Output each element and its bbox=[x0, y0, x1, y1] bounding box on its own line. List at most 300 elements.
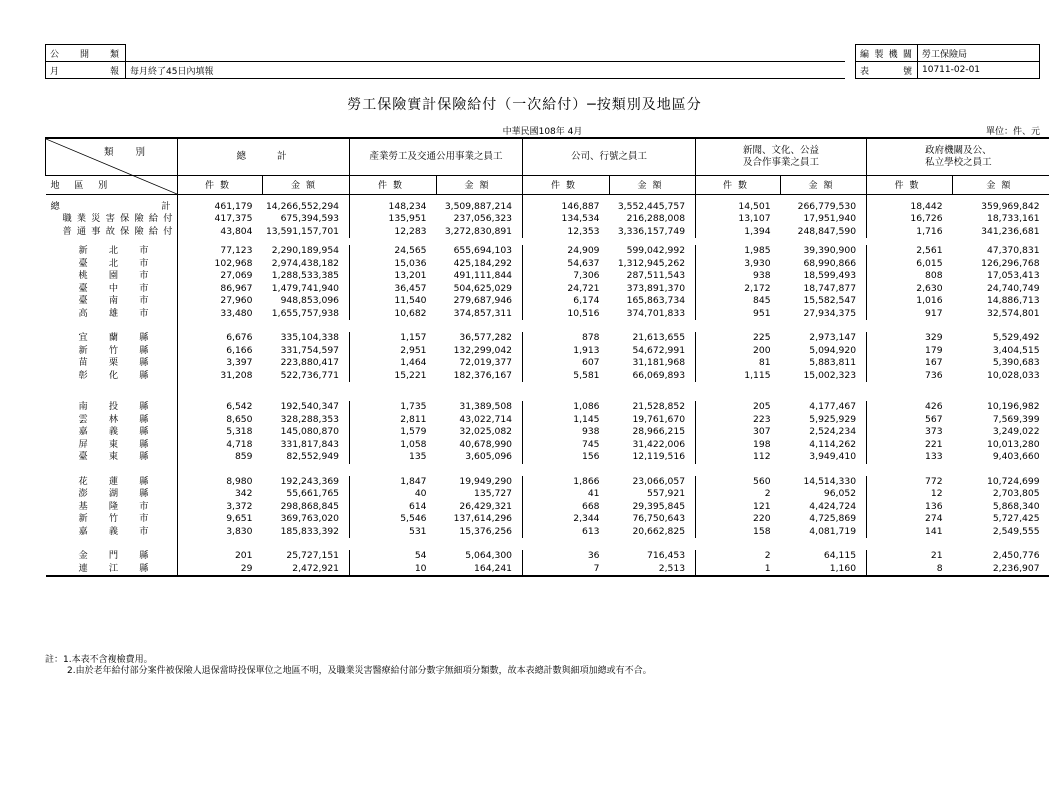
amount-cell: 25,727,151 bbox=[286, 550, 340, 561]
amount-cell: 31,389,508 bbox=[459, 401, 513, 412]
amount-cell: 7,569,399 bbox=[992, 413, 1040, 425]
region-label: 基隆市 bbox=[78, 500, 149, 512]
amount-cell: 21,613,655 bbox=[632, 332, 686, 343]
amount-cell: 2,973,147 bbox=[809, 332, 857, 343]
count-cell: 3,930 bbox=[696, 258, 781, 271]
table-row bbox=[46, 439, 1049, 452]
sub-header-count: 件數 bbox=[867, 175, 953, 194]
count-cell: 461,179 bbox=[214, 200, 253, 212]
count-cell: 1,394 bbox=[696, 226, 781, 239]
count-cell: 12 bbox=[867, 488, 953, 501]
amount-cell: 13,591,157,701 bbox=[265, 225, 340, 237]
amount-cell: 82,552,949 bbox=[286, 451, 340, 462]
count-cell: 225 bbox=[696, 332, 781, 345]
amount-cell: 5,094,920 bbox=[809, 344, 857, 356]
table-row bbox=[46, 226, 1049, 239]
region-label: 彰化縣 bbox=[78, 369, 149, 381]
amount-cell: 5,925,929 bbox=[809, 413, 857, 425]
amount-cell: 504,625,029 bbox=[453, 282, 513, 294]
count-cell: 141 bbox=[867, 526, 953, 539]
form-number-label: 表號 bbox=[856, 62, 918, 79]
count-cell: 200 bbox=[696, 345, 781, 358]
region-label: 高雄市 bbox=[78, 307, 149, 319]
count-cell: 607 bbox=[523, 357, 610, 370]
amount-cell: 36,577,282 bbox=[459, 332, 513, 343]
amount-cell: 55,661,765 bbox=[286, 488, 340, 499]
amount-cell: 15,582,547 bbox=[803, 295, 857, 306]
count-cell: 36 bbox=[523, 550, 610, 563]
count-cell: 54 bbox=[350, 550, 437, 563]
amount-cell: 328,288,353 bbox=[280, 413, 340, 425]
count-cell: 179 bbox=[867, 345, 953, 358]
agency-label: 編製機關 bbox=[856, 45, 918, 62]
count-cell: 27,960 bbox=[220, 295, 253, 306]
spacer-row bbox=[46, 394, 1049, 401]
amount-cell: 3,249,022 bbox=[992, 426, 1040, 437]
amount-cell: 96,052 bbox=[823, 488, 857, 499]
spacer-row bbox=[46, 382, 1049, 394]
sub-header-row bbox=[46, 175, 1049, 194]
amount-cell: 5,064,300 bbox=[465, 550, 513, 561]
count-cell: 274 bbox=[867, 513, 953, 526]
count-cell: 5,318 bbox=[226, 426, 253, 437]
amount-cell: 522,736,771 bbox=[280, 369, 340, 381]
amount-cell: 2,549,555 bbox=[992, 525, 1040, 537]
region-label-cell bbox=[46, 488, 178, 501]
count-cell: 24,565 bbox=[350, 245, 437, 258]
region-label-cell bbox=[46, 295, 178, 308]
amount-cell: 10,724,699 bbox=[986, 475, 1040, 487]
amount-cell: 5,529,492 bbox=[992, 332, 1040, 343]
sub-header-count: 件數 bbox=[696, 175, 781, 194]
count-cell: 8,980 bbox=[226, 475, 253, 487]
count-cell: 29 bbox=[178, 563, 263, 577]
count-cell: 41 bbox=[523, 488, 610, 501]
table-row bbox=[46, 345, 1049, 358]
count-cell: 2,630 bbox=[867, 283, 953, 296]
region-label: 嘉義縣 bbox=[78, 426, 149, 437]
region-label-cell bbox=[46, 414, 178, 427]
count-cell: 13,107 bbox=[696, 213, 781, 226]
spacer-row bbox=[46, 464, 1049, 476]
group-header-company: 公司、行號之員工 bbox=[523, 138, 696, 175]
count-cell: 1,145 bbox=[523, 414, 610, 427]
amount-cell: 3,336,157,749 bbox=[617, 225, 686, 237]
table-row bbox=[46, 258, 1049, 271]
amount-cell: 675,394,593 bbox=[280, 213, 340, 224]
amount-cell: 15,376,256 bbox=[459, 525, 513, 537]
count-cell: 4,718 bbox=[226, 438, 253, 450]
region-label-cell bbox=[46, 563, 178, 577]
amount-cell: 24,740,749 bbox=[986, 282, 1040, 294]
count-cell: 3,830 bbox=[226, 525, 253, 537]
table-row bbox=[46, 270, 1049, 283]
sub-header-amount: 金額 bbox=[781, 175, 867, 194]
public-class-label: 公開類 bbox=[46, 45, 126, 62]
region-label: 連江縣 bbox=[78, 562, 149, 574]
amount-cell: 374,701,833 bbox=[626, 307, 686, 319]
region-label: 澎湖縣 bbox=[78, 488, 149, 499]
count-cell: 938 bbox=[523, 426, 610, 439]
amount-cell: 248,847,590 bbox=[797, 225, 857, 237]
count-cell: 136 bbox=[867, 501, 953, 514]
sub-header-count: 件數 bbox=[178, 175, 263, 194]
region-label: 職業災害保險給付 bbox=[62, 213, 173, 224]
region-label-cell bbox=[46, 226, 178, 239]
amount-cell: 39,390,900 bbox=[803, 245, 857, 256]
amount-cell: 335,104,338 bbox=[280, 332, 340, 343]
amount-cell: 26,429,321 bbox=[459, 500, 513, 512]
amount-cell: 2,524,234 bbox=[809, 426, 857, 437]
count-cell: 6,676 bbox=[226, 332, 253, 343]
count-cell: 1,716 bbox=[867, 226, 953, 239]
count-cell: 24,721 bbox=[523, 283, 610, 296]
table-row bbox=[46, 550, 1049, 563]
amount-cell: 27,934,375 bbox=[803, 307, 857, 319]
sub-header-amount: 金額 bbox=[263, 175, 350, 194]
amount-cell: 3,272,830,891 bbox=[444, 225, 513, 237]
count-cell: 531 bbox=[350, 526, 437, 539]
count-cell: 31,208 bbox=[220, 369, 253, 381]
count-cell: 148,234 bbox=[350, 194, 437, 213]
count-cell: 2,172 bbox=[696, 283, 781, 296]
amount-cell: 47,370,831 bbox=[986, 245, 1040, 256]
amount-cell: 2,236,907 bbox=[953, 563, 1049, 577]
table-row bbox=[46, 357, 1049, 370]
count-cell: 133 bbox=[867, 451, 953, 464]
amount-cell: 279,687,946 bbox=[453, 295, 513, 306]
amount-cell: 14,886,713 bbox=[986, 295, 1040, 306]
amount-cell: 28,966,215 bbox=[632, 426, 686, 437]
count-cell: 54,637 bbox=[523, 258, 610, 271]
table-row bbox=[46, 332, 1049, 345]
count-cell: 938 bbox=[696, 270, 781, 283]
corner-category-label: 類別 bbox=[103, 147, 167, 158]
table-row bbox=[46, 295, 1049, 308]
amount-cell: 331,754,597 bbox=[280, 344, 340, 356]
amount-cell: 298,868,845 bbox=[280, 500, 340, 512]
count-cell: 43,804 bbox=[220, 225, 253, 237]
amount-cell: 3,404,515 bbox=[992, 344, 1040, 356]
region-label-cell bbox=[46, 357, 178, 370]
amount-cell: 373,891,370 bbox=[626, 282, 686, 294]
count-cell: 156 bbox=[523, 451, 610, 464]
region-label: 雲林縣 bbox=[78, 413, 149, 425]
count-cell: 2 bbox=[696, 550, 781, 563]
region-label: 桃園市 bbox=[78, 270, 149, 281]
amount-cell: 10,028,033 bbox=[986, 369, 1040, 381]
count-cell: 1,016 bbox=[867, 295, 953, 308]
region-label: 新北市 bbox=[78, 245, 149, 256]
count-cell: 15,036 bbox=[350, 258, 437, 271]
count-cell: 36,457 bbox=[350, 283, 437, 296]
region-label-cell bbox=[46, 194, 178, 213]
region-label: 新竹縣 bbox=[78, 344, 149, 356]
count-cell: 16,726 bbox=[867, 213, 953, 226]
region-label: 屏東縣 bbox=[78, 438, 149, 450]
count-cell: 1,058 bbox=[350, 439, 437, 452]
amount-cell: 54,672,991 bbox=[632, 344, 686, 356]
amount-cell: 29,395,845 bbox=[632, 500, 686, 512]
region-label: 花蓮縣 bbox=[78, 475, 149, 487]
amount-cell: 359,969,842 bbox=[981, 200, 1040, 212]
count-cell: 845 bbox=[696, 295, 781, 308]
count-cell: 221 bbox=[867, 439, 953, 452]
amount-cell: 18,733,161 bbox=[986, 213, 1040, 224]
public-class-value bbox=[126, 45, 846, 62]
count-cell: 146,887 bbox=[523, 194, 610, 213]
amount-cell: 4,114,262 bbox=[809, 438, 857, 450]
amount-cell: 374,857,311 bbox=[453, 307, 513, 319]
amount-cell: 10,013,280 bbox=[986, 438, 1040, 450]
region-label-cell bbox=[46, 451, 178, 464]
group-header-news: 新聞、文化、公益 及合作事業之員工 bbox=[696, 138, 867, 175]
unit-label: 單位：件、元 bbox=[985, 127, 1040, 137]
corner-cell bbox=[46, 138, 178, 175]
count-cell: 14,501 bbox=[696, 194, 781, 213]
region-label: 苗栗縣 bbox=[78, 357, 149, 368]
amount-cell: 21,528,852 bbox=[632, 401, 686, 412]
count-cell: 772 bbox=[867, 476, 953, 489]
table-row bbox=[46, 401, 1049, 414]
count-cell: 12,283 bbox=[350, 226, 437, 239]
amount-cell: 3,949,410 bbox=[809, 451, 857, 462]
amount-cell: 425,184,292 bbox=[453, 257, 513, 269]
region-label: 宜蘭縣 bbox=[78, 332, 149, 343]
region-label-cell bbox=[46, 283, 178, 296]
amount-cell: 341,236,681 bbox=[981, 225, 1040, 237]
amount-cell: 43,022,714 bbox=[459, 413, 513, 425]
amount-cell: 4,725,869 bbox=[809, 513, 857, 524]
amount-cell: 14,514,330 bbox=[803, 475, 857, 487]
group-header-government: 政府機關及公、 私立學校之員工 bbox=[867, 138, 1049, 175]
amount-cell: 23,066,057 bbox=[632, 475, 686, 487]
amount-cell: 5,868,340 bbox=[992, 500, 1040, 512]
count-cell: 112 bbox=[696, 451, 781, 464]
count-cell: 1,985 bbox=[696, 245, 781, 258]
table-row bbox=[46, 213, 1049, 226]
count-cell: 6,015 bbox=[867, 258, 953, 271]
table-row bbox=[46, 194, 1049, 213]
report-deadline-value: 每月終了45日內填報 bbox=[126, 62, 846, 79]
table-row bbox=[46, 451, 1049, 464]
count-cell: 951 bbox=[696, 308, 781, 321]
count-cell: 121 bbox=[696, 501, 781, 514]
spacer-row bbox=[46, 238, 1049, 245]
region-label: 新竹市 bbox=[78, 513, 149, 524]
sub-header-count: 件數 bbox=[523, 175, 610, 194]
amount-cell: 19,761,670 bbox=[632, 413, 686, 425]
count-cell: 7,306 bbox=[523, 270, 610, 283]
region-label: 南投縣 bbox=[78, 401, 149, 412]
amount-cell: 216,288,008 bbox=[626, 213, 686, 224]
amount-cell: 164,241 bbox=[437, 563, 523, 577]
count-cell: 1,735 bbox=[350, 401, 437, 414]
count-cell: 21 bbox=[867, 550, 953, 563]
amount-cell: 17,053,413 bbox=[986, 270, 1040, 281]
count-cell: 1,847 bbox=[350, 476, 437, 489]
region-label-cell bbox=[46, 439, 178, 452]
count-cell: 135,951 bbox=[350, 213, 437, 226]
count-cell: 5,581 bbox=[523, 370, 610, 383]
count-cell: 8 bbox=[867, 563, 953, 577]
amount-cell: 66,069,893 bbox=[632, 369, 686, 381]
amount-cell: 72,019,377 bbox=[459, 357, 513, 368]
region-label-cell bbox=[46, 476, 178, 489]
region-label-cell bbox=[46, 213, 178, 226]
count-cell: 7 bbox=[523, 563, 610, 577]
amount-cell: 4,177,467 bbox=[809, 401, 857, 412]
count-cell: 86,967 bbox=[220, 282, 253, 294]
table-row bbox=[46, 476, 1049, 489]
amount-cell: 135,727 bbox=[474, 488, 513, 499]
count-cell: 342 bbox=[234, 488, 253, 499]
region-label-cell bbox=[46, 550, 178, 563]
amount-cell: 599,042,992 bbox=[626, 245, 686, 256]
count-cell: 205 bbox=[696, 401, 781, 414]
form-number-value: 10711-02-01 bbox=[918, 62, 1040, 79]
amount-cell: 165,863,734 bbox=[626, 295, 686, 306]
region-label-cell bbox=[46, 426, 178, 439]
sub-header-amount: 金額 bbox=[953, 175, 1049, 194]
region-label: 嘉義市 bbox=[78, 525, 149, 537]
count-cell: 10,682 bbox=[350, 308, 437, 321]
report-type-label: 月報 bbox=[46, 62, 126, 79]
amount-cell: 2,974,438,182 bbox=[271, 257, 340, 269]
amount-cell: 716,453 bbox=[647, 550, 686, 561]
region-label-cell bbox=[46, 245, 178, 258]
region-label: 臺南市 bbox=[78, 295, 149, 306]
spacer-row bbox=[46, 538, 1049, 550]
amount-cell: 18,599,493 bbox=[803, 270, 857, 281]
count-cell: 201 bbox=[234, 550, 253, 561]
count-cell: 81 bbox=[696, 357, 781, 370]
group-header-industry: 產業勞工及交通公用事業之員工 bbox=[350, 138, 523, 175]
region-label: 臺中市 bbox=[78, 282, 149, 294]
sub-header-amount: 金額 bbox=[610, 175, 696, 194]
amount-cell: 12,119,516 bbox=[632, 451, 686, 462]
amount-cell: 14,266,552,294 bbox=[265, 200, 340, 212]
count-cell: 329 bbox=[867, 332, 953, 345]
table-row bbox=[46, 245, 1049, 258]
amount-cell: 19,949,290 bbox=[459, 475, 513, 487]
amount-cell: 237,056,323 bbox=[453, 213, 513, 224]
count-cell: 6,174 bbox=[523, 295, 610, 308]
table-body bbox=[46, 194, 1049, 576]
amount-cell: 5,390,683 bbox=[992, 357, 1040, 368]
count-cell: 6,542 bbox=[226, 401, 253, 412]
count-cell: 668 bbox=[523, 501, 610, 514]
count-cell: 859 bbox=[234, 451, 253, 462]
region-label: 臺東縣 bbox=[78, 451, 149, 462]
amount-cell: 15,002,323 bbox=[803, 369, 857, 381]
page-title: 勞工保險實計保險給付（一次給付）─按類別及地區分 bbox=[347, 97, 702, 113]
amount-cell: 32,574,801 bbox=[986, 307, 1040, 319]
count-cell: 1 bbox=[696, 563, 781, 577]
count-cell: 11,540 bbox=[350, 295, 437, 308]
count-cell: 10 bbox=[350, 563, 437, 577]
count-cell: 40 bbox=[350, 488, 437, 501]
amount-cell: 32,025,082 bbox=[459, 426, 513, 437]
region-label: 金門縣 bbox=[78, 550, 149, 561]
report-period: 中華民國108年 4月 bbox=[502, 127, 583, 137]
count-cell: 5,546 bbox=[350, 513, 437, 526]
count-cell: 373 bbox=[867, 426, 953, 439]
count-cell: 736 bbox=[867, 370, 953, 383]
count-cell: 878 bbox=[523, 332, 610, 345]
region-label-cell bbox=[46, 332, 178, 345]
table-row bbox=[46, 513, 1049, 526]
count-cell: 1,464 bbox=[350, 357, 437, 370]
count-cell: 12,353 bbox=[523, 226, 610, 239]
amount-cell: 4,081,719 bbox=[809, 525, 857, 537]
amount-cell: 287,511,543 bbox=[626, 270, 686, 281]
amount-cell: 1,288,533,385 bbox=[271, 270, 340, 281]
count-cell: 134,534 bbox=[523, 213, 610, 226]
region-label-cell bbox=[46, 370, 178, 383]
amount-cell: 557,921 bbox=[647, 488, 686, 499]
amount-cell: 192,243,369 bbox=[280, 475, 340, 487]
count-cell: 426 bbox=[867, 401, 953, 414]
count-cell: 198 bbox=[696, 439, 781, 452]
amount-cell: 3,605,096 bbox=[465, 451, 513, 462]
amount-cell: 145,080,870 bbox=[280, 426, 340, 437]
count-cell: 613 bbox=[523, 526, 610, 539]
region-label-cell bbox=[46, 501, 178, 514]
count-cell: 9,651 bbox=[226, 513, 253, 524]
amount-cell: 2,450,776 bbox=[992, 550, 1040, 561]
amount-cell: 491,111,844 bbox=[453, 270, 513, 281]
region-label-cell bbox=[46, 513, 178, 526]
count-cell: 1,157 bbox=[350, 332, 437, 345]
count-cell: 8,650 bbox=[226, 413, 253, 425]
region-label: 普通事故保險給付 bbox=[62, 225, 173, 237]
corner-region-label: 地 區 別 bbox=[46, 175, 178, 194]
amount-cell: 137,614,296 bbox=[453, 513, 513, 524]
count-cell: 917 bbox=[867, 308, 953, 321]
count-cell: 135 bbox=[350, 451, 437, 464]
footnote-2: 2.由於老年給付部分案件被保險人退保當時投保單位之地區不明，及職業災害醫療給付部分數字無細項分類數，故本表總計數與細項加總或有不合。 bbox=[67, 666, 652, 676]
amount-cell: 9,403,660 bbox=[992, 451, 1040, 462]
sub-header-amount: 金額 bbox=[437, 175, 523, 194]
count-cell: 10,516 bbox=[523, 308, 610, 321]
count-cell: 2,344 bbox=[523, 513, 610, 526]
amount-cell: 369,763,020 bbox=[280, 513, 340, 524]
amount-cell: 126,296,768 bbox=[981, 257, 1040, 269]
count-cell: 1,579 bbox=[350, 426, 437, 439]
region-label: 臺北市 bbox=[78, 257, 149, 269]
count-cell: 2,561 bbox=[867, 245, 953, 258]
amount-cell: 182,376,167 bbox=[453, 369, 513, 381]
table-row bbox=[46, 283, 1049, 296]
count-cell: 567 bbox=[867, 414, 953, 427]
table-row bbox=[46, 370, 1049, 383]
group-header-total: 總 計 bbox=[178, 138, 350, 175]
region-label-cell bbox=[46, 308, 178, 321]
amount-cell: 1,479,741,940 bbox=[271, 282, 340, 294]
count-cell: 2 bbox=[696, 488, 781, 501]
amount-cell: 76,750,643 bbox=[632, 513, 686, 524]
amount-cell: 18,747,877 bbox=[803, 282, 857, 294]
region-label-cell bbox=[46, 345, 178, 358]
count-cell: 808 bbox=[867, 270, 953, 283]
amount-cell: 2,472,921 bbox=[263, 563, 350, 577]
count-cell: 745 bbox=[523, 439, 610, 452]
amount-cell: 31,181,968 bbox=[632, 357, 686, 368]
count-cell: 417,375 bbox=[214, 213, 253, 224]
table-row bbox=[46, 563, 1049, 577]
region-label-cell bbox=[46, 401, 178, 414]
